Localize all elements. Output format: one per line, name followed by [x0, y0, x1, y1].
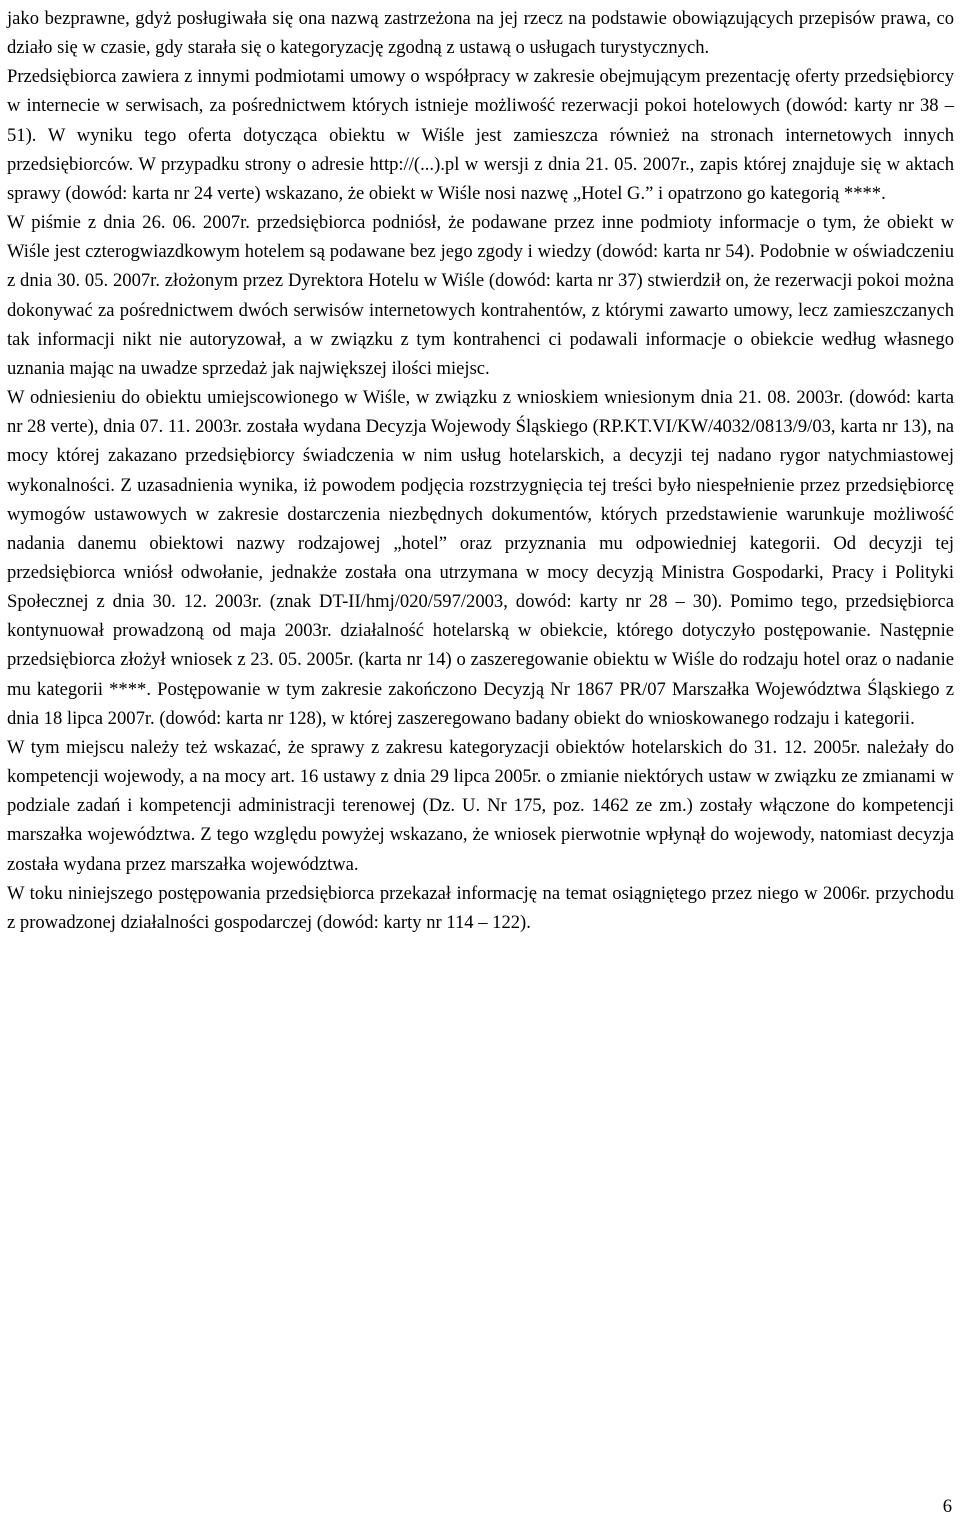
page-number: 6 — [942, 1496, 952, 1517]
paragraph-voivode-decision: W odniesieniu do obiektu umiejscowionego w Wiśle, w związku z wnioskiem wniesionym dnia 21. 08. 2003r. (dowód: karta nr 28 verte), dnia 07. 11. 2003r. została wydana Decyzja Wojewody Śląskiego (RP.KT.VI/KW/4032/0813/9/03, karta nr 13), na mocy której zakazano przedsiębiorcy świadczenia w nim usług hotelarskich, a decyzji tej nadano rygor natychmiastowej wykonalności. Z uzasadnienia wynika, iż powodem podjęcia rozstrzygnięcia tej treści było niespełnienie przez przedsiębiorcę wymogów ustawowych w zakresie dostarczenia niezbędnych dokumentów, których przedstawienie warunkuje możliwość nadania danemu obiektowi nazwy rodzajowej „hotel” oraz przyznania mu odpowiedniej kategorii. Od decyzji tej przedsiębiorca wniósł odwołanie, jednakże została ona utrzymana w mocy decyzją Ministra Gospodarki, Pracy i Polityki Społecznej z dnia 30. 12. 2003r. (znak DT-II/hmj/020/597/2003, dowód: karty nr 28 – 30). Pomimo tego, przedsiębiorca kontynuował prowadzoną od maja 2003r. działalność hotelarską w obiekcie, którego dotyczyło postępowanie. Następnie przedsiębiorca złożył wniosek z 23. 05. 2005r. (karta nr 14) o zaszeregowanie obiektu w Wiśle do rodzaju hotel oraz o nadanie mu kategorii ****. Postępowanie w tym zakresie zakończono Decyzją Nr 1867 PR/07 Marszałka Województwa Śląskiego z dnia 18 lipca 2007r. (dowód: karta nr 128), w której zaszeregowano badany obiekt do wnioskowanego rodzaju i kategorii. — [7, 387, 954, 729]
paragraph-competence-note: W tym miejscu należy też wskazać, że sprawy z zakresu kategoryzacji obiektów hotelarskich do 31. 12. 2005r. należały do kompetencji wojewody, a na mocy art. 16 ustawy z dnia 29 lipca 2005r. o zmianie niektórych ustaw w związku ze zmianami w podziale zadań i kompetencji administracji terenowej (Dz. U. Nr 175, poz. 1462 ze zm.) zostały włączone do kompetencji marszałka województwa. Z tego względu powyżej wskazano, że wniosek pierwotnie wpłynął do wojewody, natomiast decyzja została wydana przez marszałka województwa. — [7, 736, 954, 875]
paragraph-cooperation-agreements: Przedsiębiorca zawiera z innymi podmiotami umowy o współpracy w zakresie obejmującym prezentację oferty przedsiębiorcy w internecie w serwisach, za pośrednictwem których istnieje możliwość rezerwacji pokoi hotelowych (dowód: karty nr 38 – 51). W wyniku tego oferta dotycząca obiektu w Wiśle jest zamieszcza również na stronach internetowych innych przedsiębiorców. W przypadku strony o adresie http://(...).pl w wersji z dnia 21. 05. 2007r., zapis której znajduje się w aktach sprawy (dowód: karta nr 24 verte) wskazano, że obiekt w Wiśle nosi nazwę „Hotel G.” i opatrzono go kategorią ****. — [7, 66, 954, 204]
paragraph-continuation: jako bezprawne, gdyż posługiwała się ona nazwą zastrzeżona na jej rzecz na podstawie obowiązujących przepisów prawa, co działo się w czasie, gdy starała się o kategoryzację zgodną z ustawą o usługach turystycznych. — [7, 8, 954, 59]
document-body — [7, 4, 954, 937]
paragraph-revenue-info: W toku niniejszego postępowania przedsiębiorca przekazał informację na temat osiągniętego przez niego w 2006r. przychodu z prowadzonej działalności gospodarczej (dowód: karty nr 114 – 122). — [7, 882, 954, 933]
paragraph-letter-statement: W piśmie z dnia 26. 06. 2007r. przedsiębiorca podniósł, że podawane przez inne podmioty informacje o tym, że obiekt w Wiśle jest czterogwiazdkowym hotelem są podawane bez jego zgody i wiedzy (dowód: karta nr 54). Podobnie w oświadczeniu z dnia 30. 05. 2007r. złożonym przez Dyrektora Hotelu w Wiśle (dowód: karta nr 37) stwierdził on, że rezerwacji pokoi można dokonywać za pośrednictwem dwóch serwisów internetowych kontrahentów, z którymi zawarto umowy, lecz zamieszczanych tak informacji nikt nie autoryzował, a w związku z tym kontrahenci ci podawali informacje o obiekcie według własnego uznania mając na uwadze sprzedaż jak największej ilości miejsc. — [7, 212, 954, 379]
